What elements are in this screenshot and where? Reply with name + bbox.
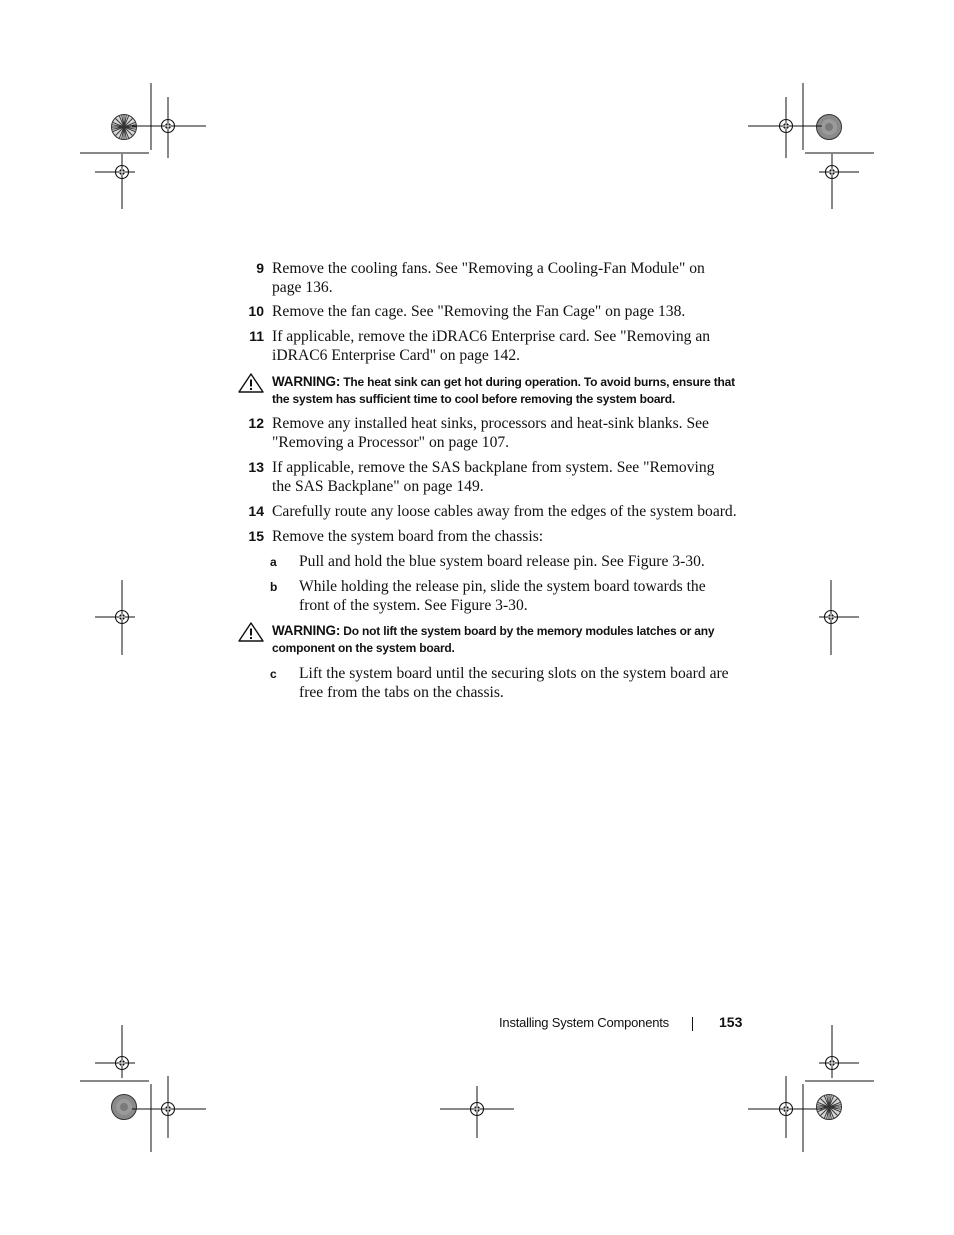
step-number: 15 xyxy=(248,528,264,544)
footer-section-title: Installing System Components xyxy=(499,1015,669,1030)
step-number: 9 xyxy=(256,260,264,276)
substep-letter: b xyxy=(270,580,278,594)
step-14 xyxy=(238,502,738,521)
step-text: Remove the system board from the chassis: xyxy=(272,528,544,545)
substep-text: Lift the system board until the securing slots on the system board are free from the tabs on the chassis. xyxy=(299,665,729,701)
warning-text: Do not lift the system board by the memory modules latches or any component on the system board. xyxy=(272,624,715,655)
step-number: 13 xyxy=(248,459,264,475)
warning-triangle-icon xyxy=(238,373,264,393)
substep-letter: c xyxy=(270,667,277,681)
warning-memory-latches xyxy=(238,622,738,657)
step-13 xyxy=(238,458,738,496)
step-text: If applicable, remove the SAS backplane from system. See "Removing the SAS Backplane" on page 149. xyxy=(272,459,715,495)
step-number: 12 xyxy=(248,415,264,431)
step-10 xyxy=(238,302,738,321)
substep-text: While holding the release pin, slide the system board towards the front of the system. See Figure 3-30. xyxy=(299,578,706,614)
step-9 xyxy=(238,259,738,297)
step-text: Remove any installed heat sinks, processors and heat-sink blanks. See "Removing a Processor" on page 107. xyxy=(272,415,709,451)
substep-a xyxy=(270,552,740,571)
substep-text: Pull and hold the blue system board release pin. See Figure 3-30. xyxy=(299,553,705,570)
warning-triangle-icon xyxy=(238,622,264,642)
warning-heat-sink xyxy=(238,373,738,408)
page-number: 153 xyxy=(719,1014,743,1030)
step-12 xyxy=(238,414,738,452)
step-15 xyxy=(238,527,738,546)
warning-label: WARNING: xyxy=(272,374,341,389)
substep-c xyxy=(270,664,740,702)
step-11 xyxy=(238,327,738,365)
step-text: Carefully route any loose cables away from the edges of the system board. xyxy=(272,503,737,520)
substep-letter: a xyxy=(270,555,277,569)
step-text: Remove the fan cage. See "Removing the Fan Cage" on page 138. xyxy=(272,303,686,320)
step-text: Remove the cooling fans. See "Removing a Cooling-Fan Module" on page 136. xyxy=(272,260,705,296)
step-text: If applicable, remove the iDRAC6 Enterprise card. See "Removing an iDRAC6 Enterprise Card" on page 142. xyxy=(272,328,711,364)
warning-text: The heat sink can get hot during operation. To avoid burns, ensure that the system has sufficient time to cool before removing the system board. xyxy=(272,375,735,406)
step-number: 14 xyxy=(248,503,264,519)
step-number: 11 xyxy=(249,328,264,344)
step-number: 10 xyxy=(248,303,264,319)
substep-b xyxy=(270,577,740,615)
footer-separator xyxy=(692,1017,693,1031)
warning-label: WARNING: xyxy=(272,623,341,638)
